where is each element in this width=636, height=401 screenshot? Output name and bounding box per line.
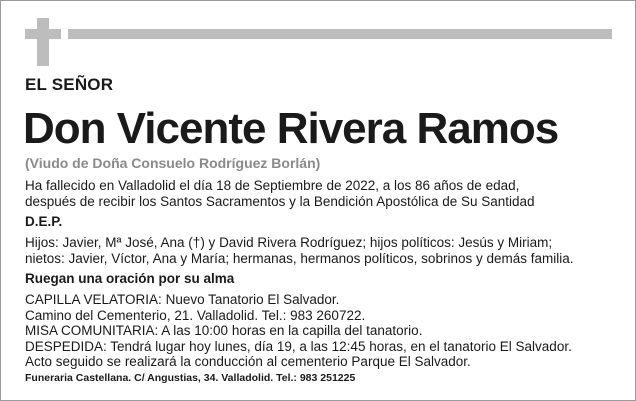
widow-note: (Viudo de Doña Consuelo Rodríguez Borlán): [25, 155, 321, 171]
death-announcement: [25, 178, 535, 209]
rip-heading: D.E.P.: [25, 214, 63, 229]
prayer-request: Ruegan una oración por su alma: [25, 271, 235, 286]
family-list: [25, 235, 574, 266]
left-border: [0, 0, 1, 401]
arrangement-line: DESPEDIDA: Tendrá lugar hoy lunes, día 19, a las 12:45 horas, en el tanatorio El Salvador.: [25, 338, 572, 354]
arrangement-line: Camino del Cementerio, 21. Valladolid. Tel.: 983 260722.: [25, 307, 366, 323]
arrangement-line: Acto seguido se realizará la conducción al cementerio Parque El Salvador.: [25, 354, 471, 369]
header-rule: [68, 29, 612, 39]
honorific: EL SEÑOR: [25, 75, 114, 94]
arrangement-line: CAPILLA VELATORIA: Nuevo Tanatorio El Salvador.: [25, 292, 340, 307]
family-line: nietos: Javier, Víctor, Ana y María; hermanas, hermanos políticos, sobrinos y demás familia.: [25, 250, 574, 266]
deceased-name: Don Vicente Rivera Ramos: [23, 104, 559, 153]
family-line: Hijos: Javier, Mª José, Ana (†) y David Rivera Rodríguez; hijos políticos: Jesús y Miriam;: [25, 235, 553, 250]
death-announcement-line: Ha fallecido en Valladolid el día 18 de Septiembre de 2022, a los 86 años de edad,: [25, 178, 520, 193]
cross-icon: [25, 18, 61, 66]
arrangement-line: MISA COMUNITARIA: A las 10:00 horas en la capilla del tanatorio.: [25, 323, 423, 338]
funeral-home-footer: Funeraria Castellana. C/ Angustias, 34. Valladolid. Tel.: 983 251225: [25, 372, 356, 384]
funeral-arrangements: [25, 292, 572, 370]
top-border: [0, 0, 636, 1]
death-announcement-line: después de recibir los Santos Sacramentos y la Bendición Apostólica de Su Santidad: [25, 193, 535, 209]
